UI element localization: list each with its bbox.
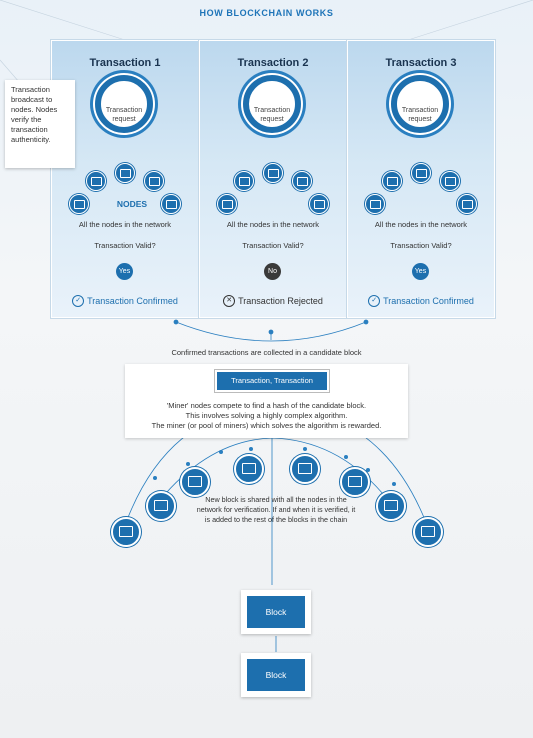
result-label: Transaction Confirmed [383, 296, 474, 306]
mining-line: The miner (or pool of miners) which solves the algorithm is rewarded. [151, 421, 382, 430]
miner-node-icon [146, 491, 176, 521]
valid-question: Transaction Valid? [390, 241, 452, 250]
result-label: Transaction Rejected [238, 296, 323, 306]
decision-badge: No [264, 263, 281, 280]
node-icon [457, 194, 477, 214]
panel-title: Transaction 3 [385, 57, 457, 69]
check-icon: ✓ [72, 295, 84, 307]
transaction-panel-2 [199, 40, 347, 318]
check-icon: ✓ [368, 295, 380, 307]
node-icon [440, 171, 460, 191]
mining-line: This involves solving a highly complex algorithm. [185, 411, 348, 420]
node-icon [411, 163, 431, 183]
cross-icon: ✕ [223, 295, 235, 307]
transaction-request-ring [391, 75, 449, 133]
miner-node-icon [290, 454, 320, 484]
node-icon [263, 163, 283, 183]
block-label: Block [247, 596, 305, 628]
block-label: Block [247, 659, 305, 691]
transaction-panel-3 [347, 40, 495, 318]
node-icon [115, 163, 135, 183]
miner-node-icon [340, 467, 370, 497]
chain-block [241, 590, 311, 634]
mining-description [125, 401, 408, 431]
result-status [52, 295, 198, 307]
miner-node-icon [111, 517, 141, 547]
all-nodes-text: All the nodes in the network [226, 220, 320, 229]
result-label: Transaction Confirmed [87, 296, 178, 306]
collected-caption: Confirmed transactions are collected in a candidate block [171, 348, 362, 357]
candidate-block-box [125, 364, 408, 438]
transaction-request-ring [95, 75, 153, 133]
shared-description: New block is shared with all the nodes in the network for verification. If and when it is verified, it is added to the rest of the blocks in the chain [196, 495, 356, 524]
transactions-chip: Transaction, Transaction [217, 372, 327, 390]
transaction-request-ring [243, 75, 301, 133]
result-status [200, 295, 346, 307]
all-nodes-text: All the nodes in the network [374, 220, 468, 229]
decision-badge: Yes [412, 263, 429, 280]
node-icon [365, 194, 385, 214]
transaction-request-label: Transaction request [401, 107, 439, 123]
mining-line: 'Miner' nodes compete to find a hash of the candidate block. [166, 401, 367, 410]
miner-node-icon [180, 467, 210, 497]
panel-title: Transaction 1 [89, 57, 161, 69]
node-icon [217, 194, 237, 214]
panel-title: Transaction 2 [237, 57, 309, 69]
node-icon [382, 171, 402, 191]
node-icon [234, 171, 254, 191]
node-icon [309, 194, 329, 214]
valid-question: Transaction Valid? [94, 241, 156, 250]
broadcast-callout: Transaction broadcast to nodes. Nodes verify the transaction authenticity. [5, 80, 75, 168]
miner-node-icon [376, 491, 406, 521]
nodes-label: NODES [116, 199, 148, 209]
all-nodes-text: All the nodes in the network [78, 220, 172, 229]
node-icon [144, 171, 164, 191]
chain-block [241, 653, 311, 697]
transaction-request-label: Transaction request [253, 107, 291, 123]
node-icon [86, 171, 106, 191]
miner-node-icon [234, 454, 264, 484]
node-icon [292, 171, 312, 191]
miner-node-icon [413, 517, 443, 547]
decision-badge: Yes [116, 263, 133, 280]
result-status [348, 295, 494, 307]
page-title: HOW BLOCKCHAIN WORKS [199, 8, 334, 18]
valid-question: Transaction Valid? [242, 241, 304, 250]
transaction-request-label: Transaction request [105, 107, 143, 123]
